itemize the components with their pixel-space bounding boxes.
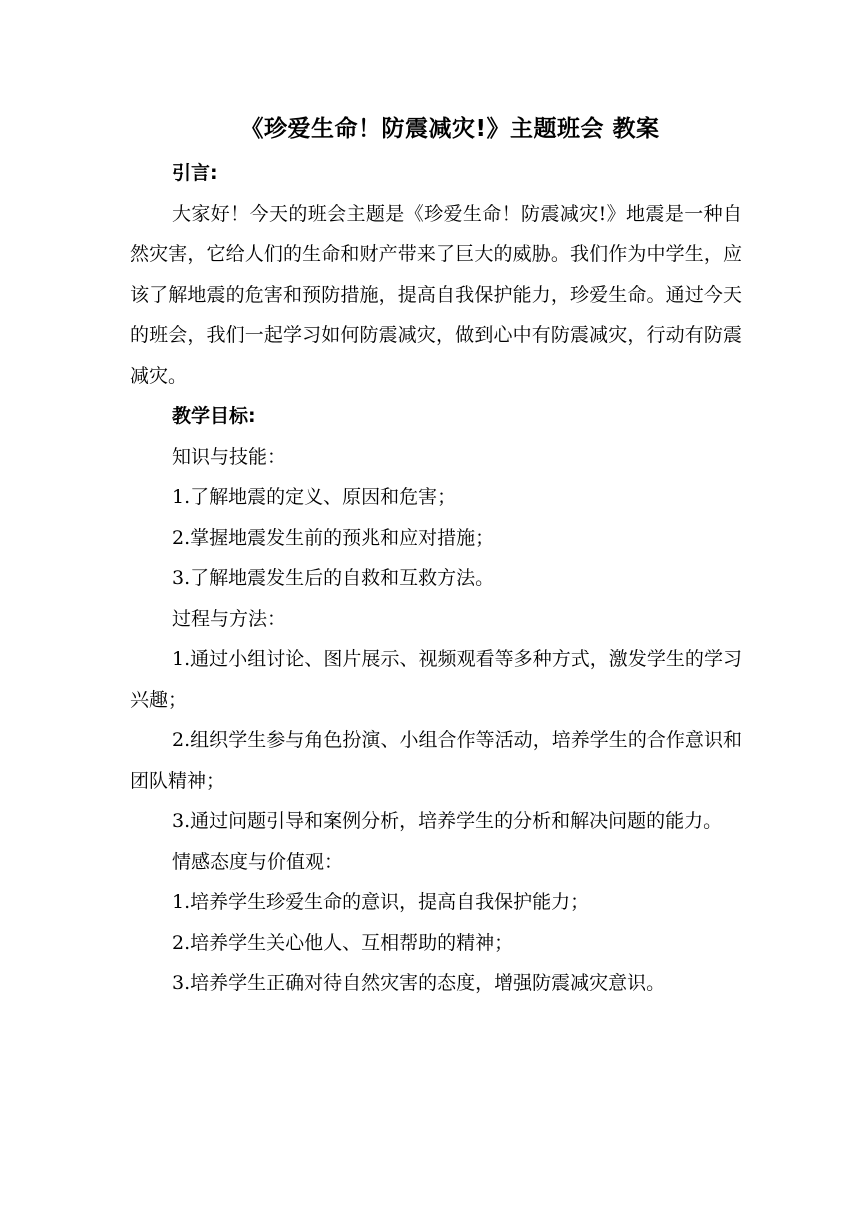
process-item: 3.通过问题引导和案例分析，培养学生的分析和解决问题的能力。 (172, 810, 723, 832)
attitude-heading: 情感态度与价值观： (172, 850, 344, 873)
attitude-item: 3.培养学生正确对待自然灾害的态度，增强防震减灾意识。 (172, 972, 666, 994)
attitude-item: 2.培养学生关心他人、互相帮助的精神； (172, 931, 514, 954)
document-title: 《珍爱生命！防震减灾!》主题班会 教案 (240, 116, 660, 142)
knowledge-item: 2.掌握地震发生前的预兆和应对措施； (172, 526, 495, 549)
knowledge-item: 1.了解地震的定义、原因和危害； (172, 486, 457, 508)
knowledge-heading: 知识与技能： (172, 445, 287, 468)
document-body (130, 153, 742, 1004)
goals-heading: 教学目标: (172, 405, 256, 427)
intro-paragraph: 大家好！今天的班会主题是《珍爱生命！防震减灾!》地震是一种自然灾害，它给人们的生命和财产带来了巨大的威胁。我们作为中学生，应该了解地震的危害和预防措施，提高自我保护能力，珍爱生命。通过今天的班会，我们一起学习如何防震减灾，做到心中有防震减灾，行动有防震减灾。 (130, 202, 742, 387)
intro-heading: 引言: (172, 162, 218, 184)
process-heading: 过程与方法： (172, 607, 287, 630)
knowledge-item: 3.了解地震发生后的自救和互救方法。 (172, 567, 495, 589)
process-item: 2.组织学生参与角色扮演、小组合作等活动，培养学生的合作意识和团队精神； (130, 729, 742, 792)
attitude-item: 1.培养学生珍爱生命的意识，提高自我保护能力； (172, 891, 590, 913)
process-item: 1.通过小组讨论、图片展示、视频观看等多种方式，激发学生的学习兴趣； (130, 648, 742, 711)
